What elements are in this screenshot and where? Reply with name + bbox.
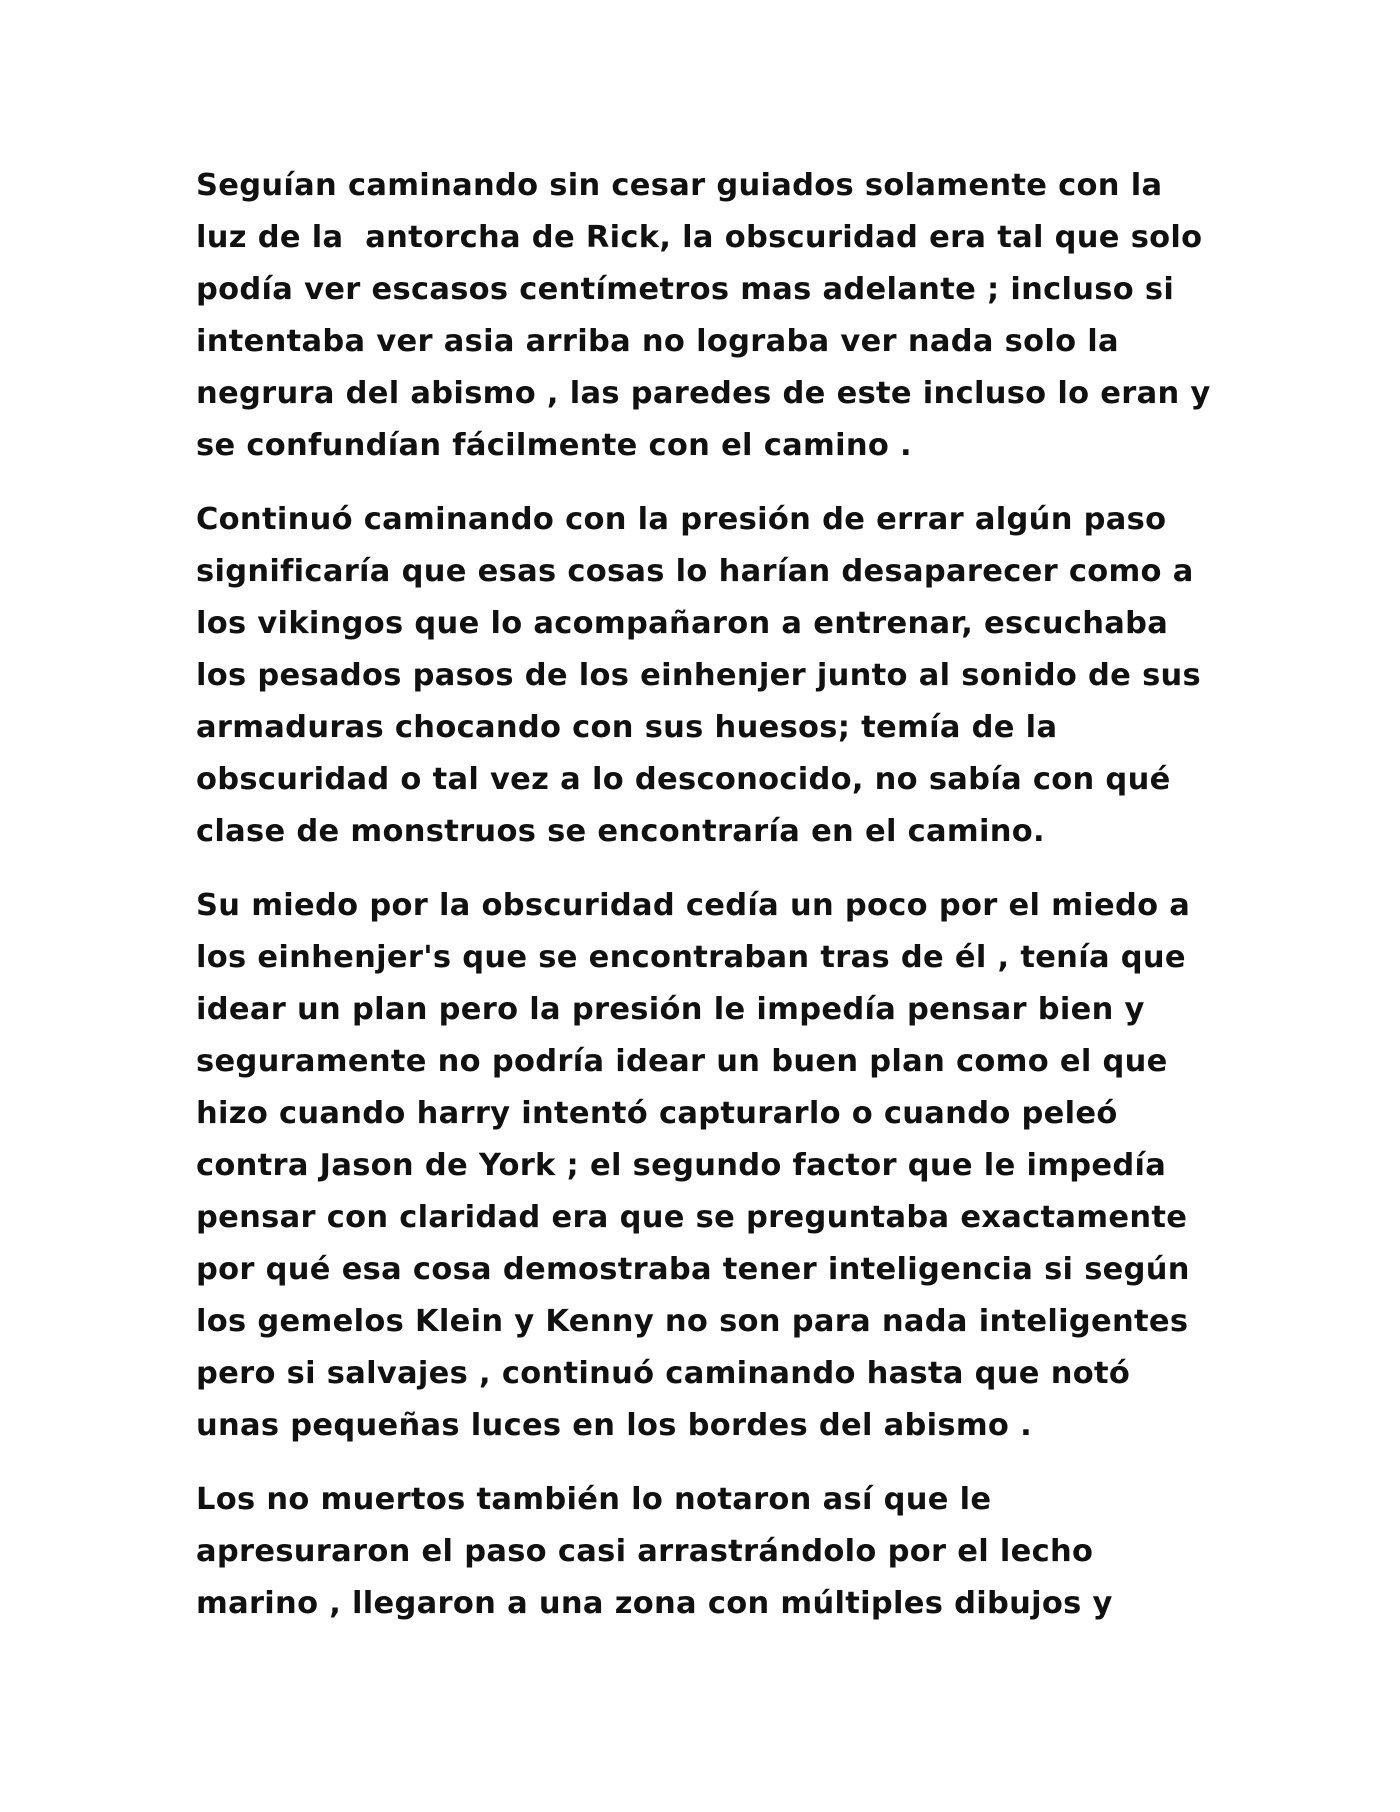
paragraph-2 bbox=[196, 494, 1256, 858]
text-line: luz de la antorcha de Rick, la obscuridad era tal que solo bbox=[196, 220, 1203, 255]
text-line: por qué esa cosa demostraba tener inteligencia si según bbox=[196, 1252, 1190, 1287]
text-line: Seguían caminando sin cesar guiados solamente con la bbox=[196, 168, 1163, 203]
text-line: idear un plan pero la presión le impedía pensar bien y bbox=[196, 992, 1145, 1027]
text-line: Continuó caminando con la presión de errar algún paso bbox=[196, 502, 1167, 537]
text-line: contra Jason de York ; el segundo factor que le impedía bbox=[196, 1148, 1167, 1183]
text-line: marino , llegaron a una zona con múltiples dibujos y bbox=[196, 1586, 1113, 1621]
text-line: apresuraron el paso casi arrastrándolo por el lecho bbox=[196, 1534, 1094, 1569]
paragraph-1 bbox=[196, 160, 1256, 472]
text-line: obscuridad o tal vez a lo desconocido, no sabía con qué bbox=[196, 762, 1171, 797]
text-line: los gemelos Klein y Kenny no son para nada inteligentes bbox=[196, 1304, 1189, 1339]
text-line: intentaba ver asia arriba no lograba ver nada solo la bbox=[196, 324, 1119, 359]
document-body bbox=[196, 160, 1256, 1652]
text-line: seguramente no podría idear un buen plan como el que bbox=[196, 1044, 1168, 1079]
text-line: Los no muertos también lo notaron así que le bbox=[196, 1482, 992, 1517]
text-line: pensar con claridad era que se preguntaba exactamente bbox=[196, 1200, 1188, 1235]
paragraph-4 bbox=[196, 1474, 1256, 1630]
text-line: unas pequeñas luces en los bordes del abismo . bbox=[196, 1408, 1032, 1443]
paragraph-3 bbox=[196, 880, 1256, 1452]
text-line: pero si salvajes , continuó caminando hasta que notó bbox=[196, 1356, 1131, 1391]
text-line: Su miedo por la obscuridad cedía un poco por el miedo a bbox=[196, 888, 1191, 923]
text-line: clase de monstruos se encontraría en el camino. bbox=[196, 814, 1045, 849]
text-line: significaría que esas cosas lo harían desaparecer como a bbox=[196, 554, 1194, 589]
text-line: podía ver escasos centímetros mas adelante ; incluso si bbox=[196, 272, 1175, 307]
text-line: negrura del abismo , las paredes de este incluso lo eran y bbox=[196, 376, 1211, 411]
text-line: hizo cuando harry intentó capturarlo o cuando peleó bbox=[196, 1096, 1118, 1131]
text-line: armaduras chocando con sus huesos; temía de la bbox=[196, 710, 1058, 745]
text-line: los vikingos que lo acompañaron a entrenar, escuchaba bbox=[196, 606, 1169, 641]
text-line: se confundían fácilmente con el camino . bbox=[196, 428, 912, 463]
text-line: los pesados pasos de los einhenjer junto al sonido de sus bbox=[196, 658, 1201, 693]
text-line: los einhenjer's que se encontraban tras de él , tenía que bbox=[196, 940, 1186, 975]
